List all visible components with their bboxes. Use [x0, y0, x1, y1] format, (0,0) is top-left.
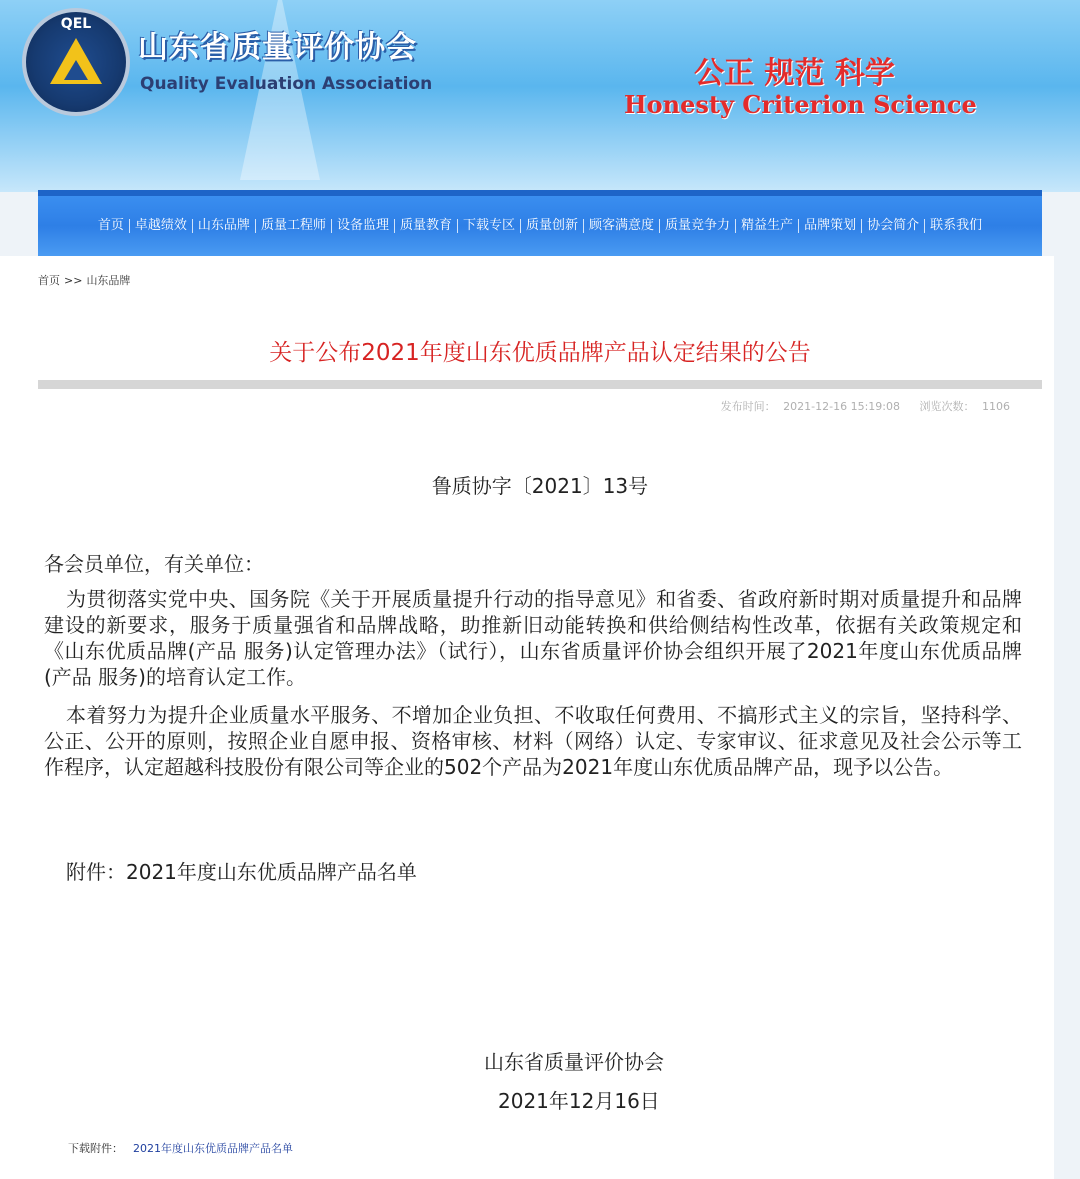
breadcrumb-current[interactable]: 山东品牌 — [86, 274, 131, 287]
views-value: 1106 — [982, 400, 1010, 413]
slogan-en: Honesty Criterion Science — [624, 90, 977, 119]
article-container — [0, 256, 1054, 1179]
published-value: 2021-12-16 15:19:08 — [783, 400, 900, 413]
download-attachment — [68, 1140, 293, 1156]
nav-item-contact[interactable]: 联系我们 — [924, 219, 987, 233]
logo-text: QEL — [60, 16, 92, 32]
nav-item-about[interactable]: 协会简介 — [861, 219, 924, 233]
nav-item-quality-innovation[interactable]: 质量创新 — [520, 219, 583, 233]
download-link[interactable]: 2021年度山东优质品牌产品名单 — [133, 1142, 293, 1155]
signature-date: 2021年12月16日 — [498, 1089, 660, 1113]
breadcrumb-home[interactable]: 首页 — [38, 274, 60, 287]
nav-item-lean-production[interactable]: 精益生产 — [735, 219, 798, 233]
signature-org: 山东省质量评价协会 — [484, 1050, 664, 1074]
document-number: 鲁质协字〔2021〕13号 — [431, 474, 649, 498]
nav-item-quality-education[interactable]: 质量教育 — [394, 219, 457, 233]
nav-item-home[interactable]: 首页 — [97, 218, 124, 233]
greeting: 各会员单位，有关单位： — [44, 552, 264, 576]
article-meta — [717, 398, 1010, 414]
breadcrumb — [38, 272, 130, 288]
attachment-note: 附件：2021年度山东优质品牌产品名单 — [66, 860, 417, 884]
nav-item-equipment-supervision[interactable]: 设备监理 — [331, 219, 394, 233]
nav-item-downloads[interactable]: 下载专区 — [457, 219, 520, 233]
org-name-cn: 山东省质量评价协会 — [138, 30, 417, 65]
nav-item-excellence[interactable]: 卓越绩效 — [129, 219, 192, 233]
qel-logo-icon[interactable] — [22, 8, 130, 116]
nav-item-customer-satisfaction[interactable]: 顾客满意度 — [583, 219, 659, 233]
main-nav — [38, 190, 1042, 256]
download-label: 下载附件： — [68, 1142, 123, 1155]
body-paragraph-2: 本着努力为提升企业质量水平服务、不增加企业负担、不收取任何费用、不搞形式主义的宗旨，坚持科学、公正、公开的原则，按照企业自愿申报、资格审核、材料（网络）认定、专家审议、征求意见及社会公示等工作程序，认定超越科技股份有限公司等企业的502个产品为2021年度山东优质品牌产品，现予以公告。 — [44, 703, 1022, 779]
body-paragraph-1: 为贯彻落实党中央、国务院《关于开展质量提升行动的指导意见》和省委、省政府新时期对质量提升和品牌建设的新要求，服务于质量强省和品牌战略，助推新旧动能转换和供给侧结构性改革，依据有关政策规定和《山东优质品牌(产品 服务)认定管理办法》（试行），山东省质量评价协会组织开展了2021年度山东优质品牌(产品 服务)的培育认定工作。 — [44, 587, 1022, 689]
nav-item-shandong-brand[interactable]: 山东品牌 — [192, 219, 255, 233]
nav-item-quality-competitiveness[interactable]: 质量竞争力 — [659, 219, 735, 233]
published-label: 发布时间： — [720, 400, 776, 413]
logo-triangle-inner — [64, 60, 88, 80]
site-header — [0, 0, 1080, 192]
nav-item-quality-engineer[interactable]: 质量工程师 — [255, 219, 331, 233]
views-label: 浏览次数： — [919, 400, 975, 413]
nav-item-brand-planning[interactable]: 品牌策划 — [798, 219, 861, 233]
breadcrumb-separator: >> — [64, 274, 83, 287]
title-divider — [38, 380, 1042, 389]
page-title: 关于公布2021年度山东优质品牌产品认定结果的公告 — [269, 340, 811, 366]
slogan-cn: 公正 规范 科学 — [694, 56, 895, 91]
org-name-en: Quality Evaluation Association — [140, 74, 433, 94]
